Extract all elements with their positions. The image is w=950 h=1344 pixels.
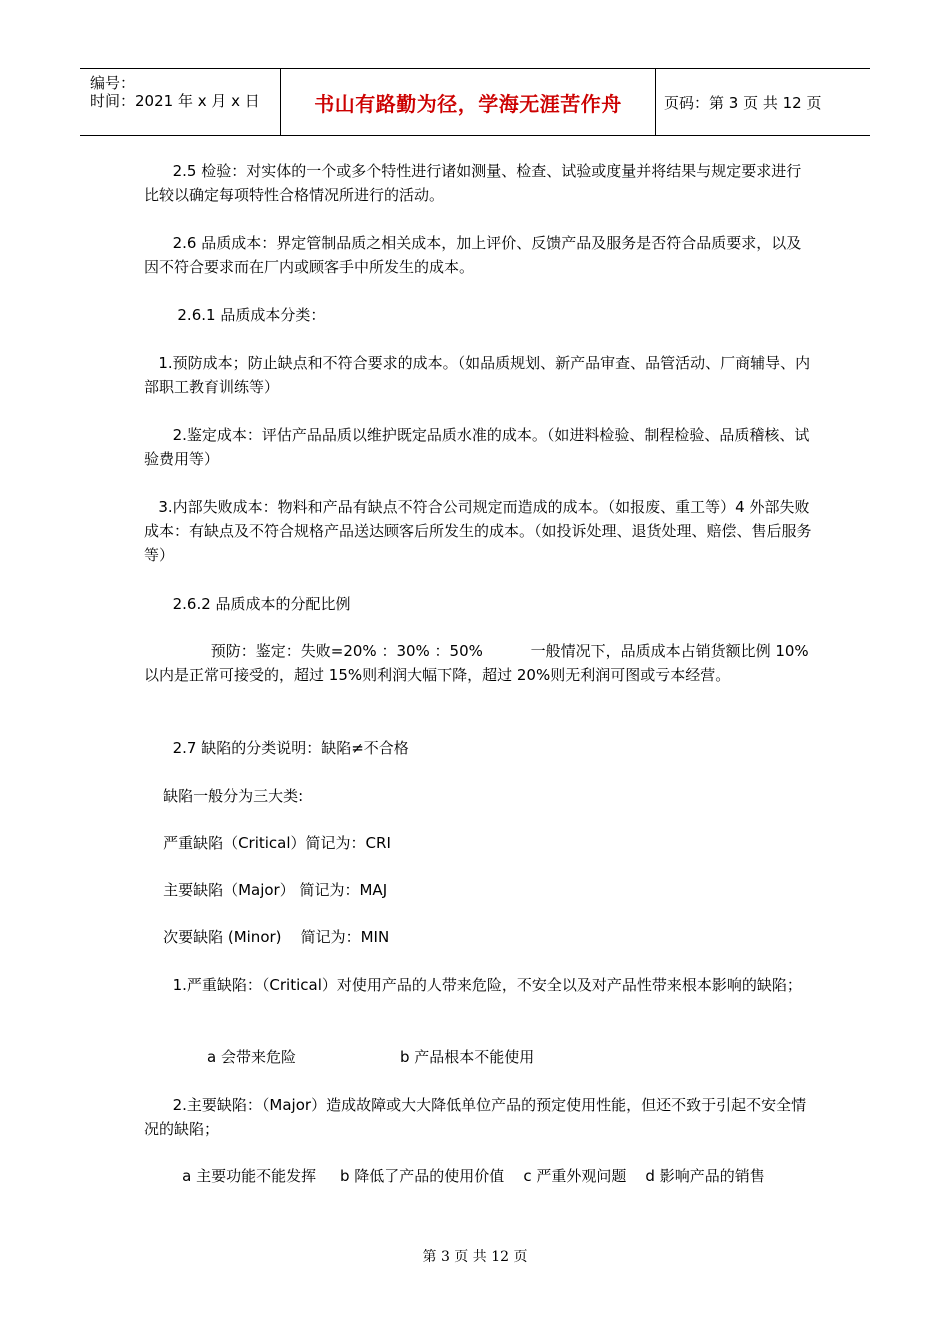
paragraph-major-defect-items: a 主要功能不能发挥 b 降低了产品的使用价值 c 严重外观问题 d 影响产品的销售 [144, 1167, 765, 1185]
paragraph-major-defect-abbr: 主要缺陷（Major） 简记为：MAJ [144, 881, 388, 899]
paragraph-minor-defect-abbr: 次要缺陷 (Minor) 简记为：MIN [144, 928, 390, 946]
header-page-info: 页码：第 3 页 共 12 页 [664, 93, 822, 112]
heading-quality-cost-classification: 2.6.1 品质成本分类： [144, 306, 326, 324]
page-header-table [80, 68, 870, 136]
header-motto: 书山有路勤为径，学海无涯苦作舟 [314, 91, 622, 116]
header-middle-cell [281, 69, 656, 135]
heading-cost-ratio: 2.6.2 品质成本的分配比例 [144, 595, 351, 613]
paragraph-three-categories: 缺陷一般分为三大类: [144, 787, 304, 805]
paragraph-quality-cost: 2.6 品质成本：界定管制品质之相关成本，加上评价、反馈产品及服务是否符合品质要求，以及因不符合要求而在厂内或顾客手中所发生的成本。 [144, 234, 802, 276]
header-number-label: 编号： [90, 74, 136, 92]
header-left-cell [80, 69, 281, 135]
header-right-cell [664, 69, 870, 135]
critical-item-a: a 会带来危险 [207, 1048, 296, 1066]
paragraph-appraisal-cost: 2.鉴定成本：评估产品品质以维护既定品质水准的成本。（如进料检验、制程检验、品质稽核、试验费用等） [144, 426, 810, 468]
heading-defect-classification: 2.7 缺陷的分类说明：缺陷≠不合格 [144, 739, 409, 757]
critical-item-b: b 产品根本不能使用 [400, 1048, 535, 1066]
page-footer: 第 3 页 共 12 页 [422, 1249, 528, 1265]
paragraph-inspection: 2.5 检验：对实体的一个或多个特性进行诸如测量、检查、试验或度量并将结果与规定要求进行比较以确定每项特性合格情况所进行的活动。 [144, 162, 802, 204]
paragraph-major-defect: 2.主要缺陷：（Major）造成故障或大大降低单位产品的预定使用性能，但还不致于引起不安全情况的缺陷； [144, 1096, 807, 1138]
paragraph-critical-defect-abbr: 严重缺陷（Critical）简记为：CRI [144, 834, 391, 852]
paragraph-failure-cost: 3.内部失败成本：物料和产品有缺点不符合公司规定而造成的成本。（如报废、重工等）4 外部失败成本：有缺点及不符合规格产品送达顾客后所发生的成本。（如投诉处理、退货处理、赔偿、售后服务等） [144, 498, 812, 564]
paragraph-prevention-cost: 1.预防成本；防止缺点和不符合要求的成本。（如品质规划、新产品审查、品管活动、厂商辅导、内部职工教育训练等） [144, 354, 811, 396]
paragraph-critical-defect: 1.严重缺陷：（Critical）对使用产品的人带来危险，不安全以及对产品性带来根本影响的缺陷； [144, 976, 802, 994]
header-date: 时间：2021 年 x 月 x 日 [90, 92, 260, 110]
paragraph-cost-ratio: 预防：鉴定：失败=20% ：30% ：50% 一般情况下，品质成本占销货额比例 10%以内是正常可接受的，超过 15%则利润大幅下降，超过 20%则无利润可图或亏本经营。 [144, 642, 809, 684]
